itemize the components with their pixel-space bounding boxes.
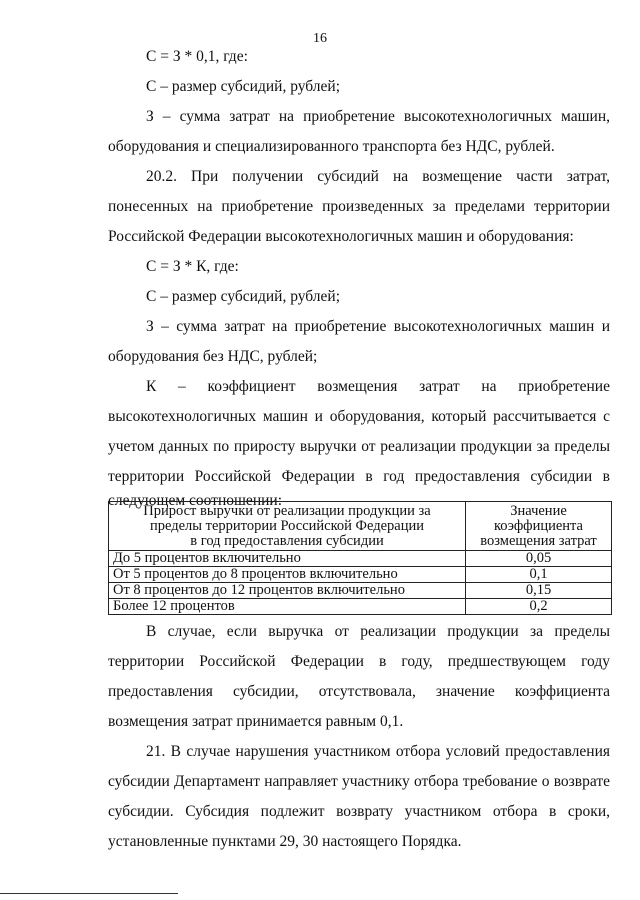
paragraph-line: З – сумма затрат на приобретение высокотехнологичных машин и (146, 318, 610, 335)
paragraph-line: возмещения затрат принимается равным 0,1. (108, 713, 404, 730)
formula-line: С = З * 0,1, где: (146, 48, 248, 65)
paragraph-line: территории Российской Федерации в год предоставления субсидии в (108, 468, 610, 485)
table-row (109, 583, 612, 599)
row-label: От 5 процентов до 8 процентов включительно (109, 567, 466, 583)
paragraph-line: установленные пунктами 29, 30 настоящего Порядка. (108, 833, 462, 850)
paragraph-line: субсидии Департамент направляет участнику отбора требование о возврате (108, 773, 610, 790)
table-row (109, 567, 612, 583)
table-row (109, 599, 612, 615)
row-label: До 5 процентов включительно (109, 551, 466, 567)
paragraph-line: учетом данных по приросту выручки от реализации продукции за пределы (108, 438, 610, 455)
row-label: От 8 процентов до 12 процентов включительно (109, 583, 466, 599)
section-20-2-line: 20.2. При получении субсидий на возмещение части затрат, (146, 168, 610, 185)
paragraph-line: следующем соотношении: (108, 492, 283, 509)
row-value: 0,2 (466, 599, 612, 615)
paragraph-line: З – сумма затрат на приобретение высокотехнологичных машин, (146, 108, 610, 125)
table-header-coefficient: Значение коэффициента возмещения затрат (466, 502, 612, 551)
paragraph-line: высокотехнологичных машин и оборудования, который рассчитывается с (108, 408, 610, 425)
paragraph-line: предоставления субсидии, отсутствовала, значение коэффициента (108, 683, 610, 700)
row-value: 0,05 (466, 551, 612, 567)
paragraph-line: К – коэффициент возмещения затрат на приобретение (146, 378, 610, 395)
definition-line: С – размер субсидий, рублей; (146, 78, 340, 95)
paragraph-line: понесенных на приобретение произведенных за пределами территории (108, 198, 610, 215)
footer-rule (0, 893, 178, 894)
row-label: Более 12 процентов (109, 599, 466, 615)
row-value: 0,1 (466, 567, 612, 583)
table-header-row (109, 502, 612, 551)
definition-line: С – размер субсидий, рублей; (146, 288, 340, 305)
paragraph-line: оборудования и специализированного транспорта без НДС, рублей. (108, 138, 555, 155)
page-number: 16 (313, 31, 327, 46)
section-21-line: 21. В случае нарушения участником отбора условий предоставления (146, 743, 610, 760)
paragraph-line: Российской Федерации высокотехнологичных машин и оборудования: (108, 228, 574, 245)
coefficient-table (108, 501, 612, 615)
paragraph-line: территории Российской Федерации в году, предшествующем году (108, 653, 610, 670)
row-value: 0,15 (466, 583, 612, 599)
paragraph-line: субсидии. Субсидия подлежит возврату участником отбора в сроки, (108, 803, 610, 820)
table-header-growth: Прирост выручки от реализации продукции за пределы территории Российской Федерации в год предоставления субсидии (109, 502, 466, 551)
paragraph-line: оборудования без НДС, рублей; (108, 348, 318, 365)
formula-line: С = З * К, где: (146, 258, 239, 275)
table-row (109, 551, 612, 567)
paragraph-line: В случае, если выручка от реализации продукции за пределы (146, 623, 610, 640)
